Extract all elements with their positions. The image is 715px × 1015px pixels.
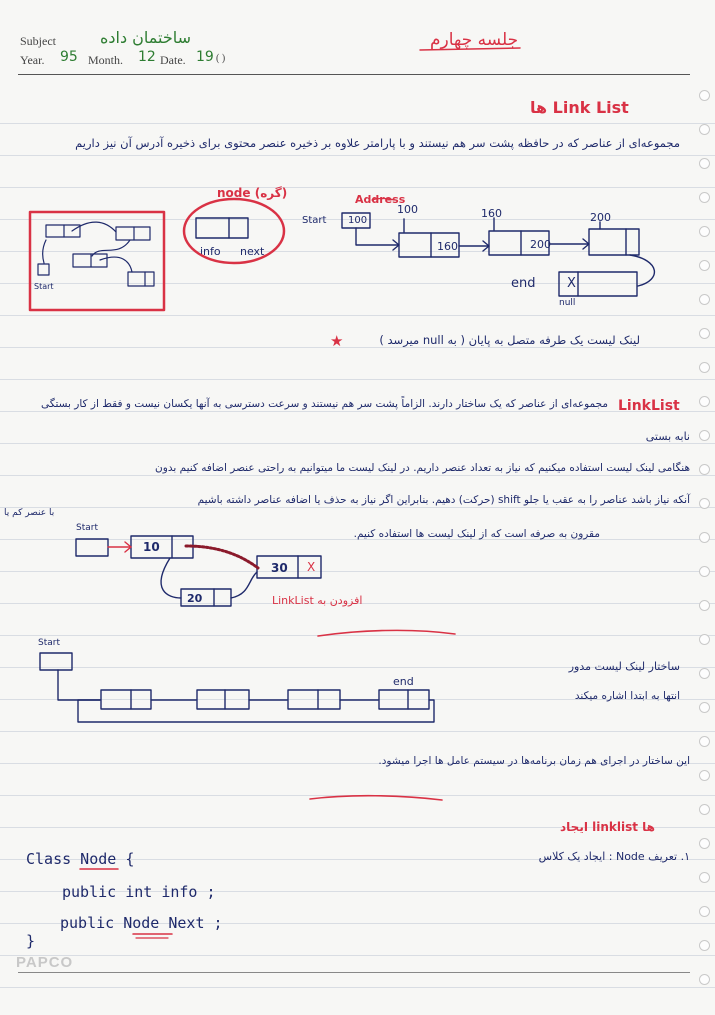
list-node-2: [489, 231, 549, 255]
date-label: Date.: [160, 53, 186, 67]
code-line-3: public Node Next ;: [60, 914, 223, 932]
linklist-end-note: لینک لیست یک طرفه متصل به پایان ( به null میرسد ): [379, 333, 640, 347]
code-line-2: public int info ;: [62, 883, 216, 901]
memory-start-label: Start: [34, 282, 54, 291]
node-value-10: 10: [143, 540, 160, 554]
null-label: null: [559, 298, 576, 308]
node-label: node (گره): [217, 186, 288, 200]
start-pointer-box: [342, 213, 370, 228]
year-value: 95: [60, 49, 78, 65]
list-node-end: [559, 272, 637, 296]
address-1: 100: [397, 203, 418, 216]
linklist-add-caption: LinkList افزودن به: [272, 594, 363, 607]
end-label-1: end: [511, 276, 536, 291]
end-label-3: end: [393, 675, 414, 688]
info-label: info: [200, 245, 221, 258]
start-box-3: [40, 653, 72, 670]
code-line-1: Class Node {: [26, 850, 135, 868]
date-value: 19: [196, 49, 214, 65]
subject-label: Subject: [20, 34, 56, 48]
code-line-4: }: [26, 932, 36, 950]
node-20: [181, 589, 231, 606]
separator-1: [318, 630, 455, 636]
address-2: 160: [481, 207, 502, 220]
null-mark-1: X: [567, 276, 576, 291]
usage-paragraph-3: مقرون به صرفه است که از لینک لیست ها استفاده کنیم.: [353, 528, 600, 540]
usage-paragraph-1: هنگامی لینک لیست استفاده میکنیم که نیاز به تعداد عنصر داریم. در لینک لیست ما میتوانیم به راحتی عنصر اضافه کنیم بدون: [155, 462, 690, 474]
next-label: next: [240, 245, 265, 258]
subject-value: ساختمان داده: [100, 28, 192, 47]
date-suffix: ( ): [216, 53, 226, 64]
linklist-heading: ها Link List: [530, 98, 629, 117]
linklist2-definition: مجموعه‌ای از عناصر که یک ساختار دارند. الزاماً پشت سر هم نیستند و سرعت دسترسی به آنها یکسان نیست و فقط از کار بستگی: [40, 398, 608, 410]
build-step: ۱. تعریف Node : ایجاد یک کلاس: [538, 850, 690, 863]
node-box: [196, 218, 248, 238]
address-3: 200: [590, 211, 611, 224]
node-circle: [184, 199, 284, 263]
start-label-1: Start: [302, 215, 327, 226]
circular-diagram: [40, 653, 434, 722]
circular-note-2: انتها به ابتدا اشاره میکند: [574, 690, 680, 702]
tail-arrow: [630, 255, 654, 286]
broken-link: [186, 546, 258, 568]
os-note: این ساختار در اجرای هم زمان برنامه‌ها در سیستم عامل ها اجرا میشود.: [378, 755, 690, 767]
linklist-definition: مجموعه‌ای از عناصر که در حافظه پشت سر هم نیستند و با پارامتر علاوه بر ذخیره عنصر محتوی برای ذخیره آدرس آن نیز داریم: [75, 136, 680, 150]
start-box-2: [76, 539, 108, 556]
node-value-20: 20: [187, 592, 203, 605]
build-heading: ایجاد linklist ها: [560, 820, 655, 834]
address-label: Address: [355, 193, 406, 206]
pointer-1: 160: [437, 240, 458, 253]
node-10: [131, 536, 193, 558]
null-mark-2: X: [307, 560, 316, 574]
year-label: Year.: [20, 53, 45, 67]
start-arrow: [356, 228, 398, 245]
node-30: [257, 556, 321, 578]
star-icon: ★: [330, 332, 344, 350]
month-value: 12: [138, 49, 156, 65]
start-value: 100: [348, 215, 368, 226]
list-node-3: [589, 229, 639, 255]
linklist2-continuation: نابه بستی: [645, 430, 690, 443]
circular-note-1: ساختار لینک لیست مدور: [568, 660, 680, 673]
linklist2-heading: LinkList: [618, 398, 680, 414]
session-title: جلسه چهارم: [430, 30, 519, 50]
memory-diagram-nodes: [38, 222, 154, 286]
start-label-3: Start: [38, 638, 60, 648]
address-chain: [342, 213, 654, 296]
month-label: Month.: [88, 53, 124, 67]
session-title-underline: [420, 48, 520, 50]
start-label-2: Start: [76, 523, 98, 533]
usage-paragraph-2: آنکه نیاز باشد عناصر را به عقب یا جلو shift (حرکت) دهیم. بنابراین اگر نیاز به حذف یا اضافه عناصر داشته باشیم: [197, 494, 690, 506]
list-node-1: [399, 233, 459, 257]
papco-logo: PAPCO: [16, 954, 74, 971]
usage-side-note: با عنصر کم یا: [4, 508, 55, 518]
node-value-30: 30: [271, 561, 288, 575]
pointer-2: 200: [530, 238, 551, 251]
separator-2: [310, 796, 442, 800]
